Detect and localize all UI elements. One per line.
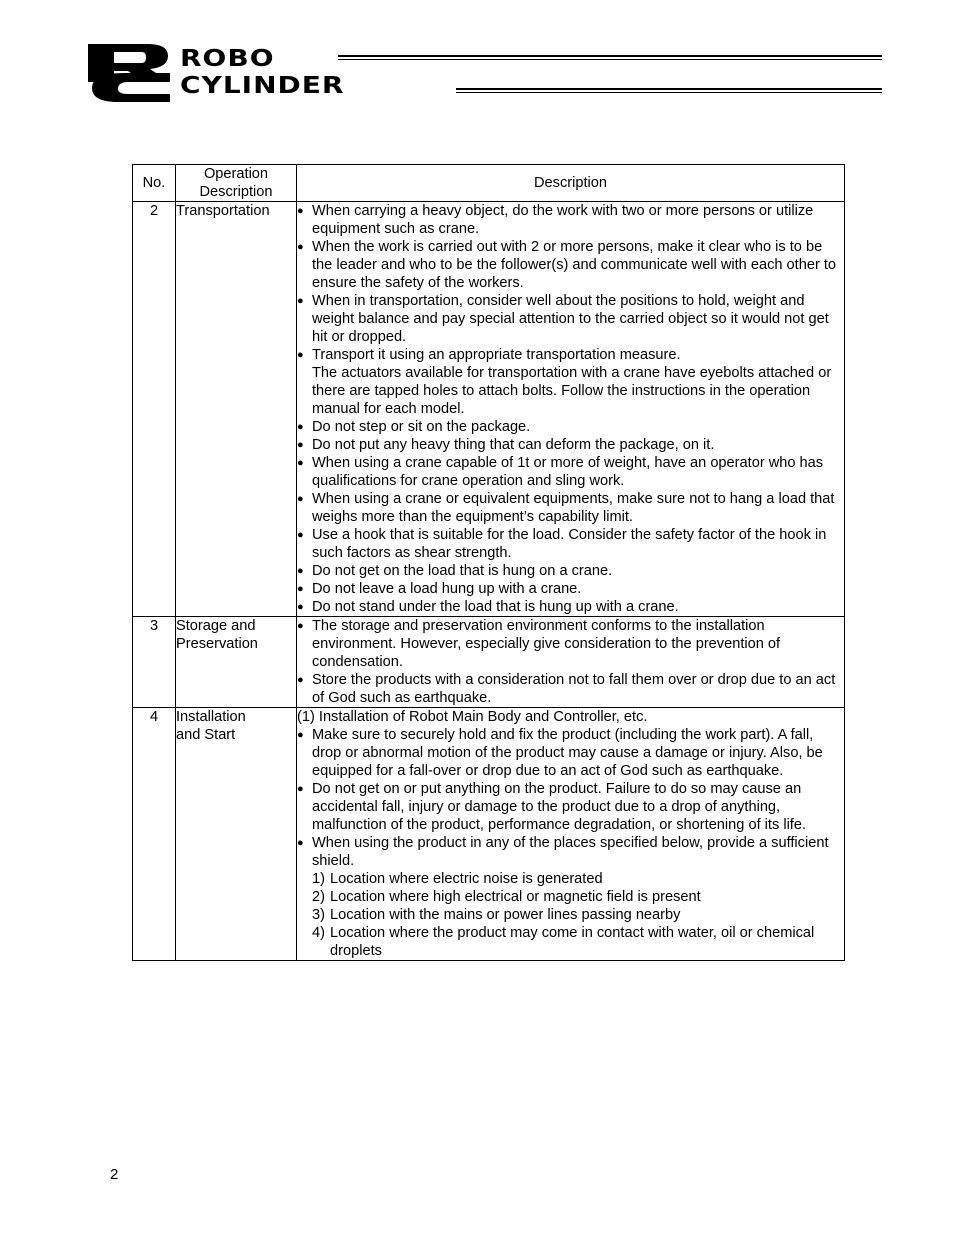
operation-label: Installation — [176, 709, 246, 725]
paragraph-item: The actuators available for transportation with a crane have eyebolts attached or there are tapped holes to attach bolts. Follow the instructions in the operation manual for each model. — [312, 365, 832, 417]
operation-cell — [176, 202, 297, 617]
description-cell — [297, 202, 845, 617]
bullet-item: ● Make sure to securely hold and fix the product (including the work part). A fall, drop or abnormal motion of the product may cause a damage or injury. Also, be equipped for a fall-over or drop due to an act of God such as earthquake. — [297, 726, 844, 780]
table-row — [133, 708, 845, 961]
rc-logo-mark-icon — [88, 42, 172, 102]
header-description: Description — [297, 165, 845, 202]
numbered-item — [297, 924, 844, 960]
robo-cylinder-logo — [88, 42, 882, 102]
bullet-item: ● When the work is carried out with 2 or more persons, make it clear who is to be the leader and who to be the follower(s) and communicate well with each other to ensure the safety of the workers. — [297, 238, 844, 292]
operation-label: Storage and — [176, 618, 256, 634]
bullet-item: ● Do not leave a load hung up with a crane. — [297, 580, 844, 598]
header-operation-line1: Operation — [203, 166, 269, 182]
table-header-row — [133, 165, 845, 202]
bullet-item: ● Use a hook that is suitable for the load. Consider the safety factor of the hook in such factors as shear strength. — [297, 526, 844, 562]
item-text: Location where the product may come in contact with water, oil or chemical droplets — [330, 925, 815, 959]
bullet-item: ● Do not get on the load that is hung on a crane. — [297, 562, 844, 580]
numbered-item — [297, 888, 844, 906]
bullet-item: ● When using a crane or equivalent equipments, make sure not to hang a load that weighs more than the equipment’s capability limit. — [297, 490, 844, 526]
item-text: Location with the mains or power lines passing nearby — [330, 907, 681, 923]
item-text: Location where high electrical or magnetic field is present — [330, 889, 701, 905]
table-row — [133, 202, 845, 617]
item-number: 4) — [312, 925, 325, 941]
item-number: 3) — [312, 907, 325, 923]
numbered-item — [297, 870, 844, 888]
row-number: 2 — [133, 202, 176, 617]
bullet-item: ● Do not step or sit on the package. — [297, 418, 844, 436]
operation-label: Preservation — [176, 636, 258, 652]
item-text: Location where electric noise is generated — [330, 871, 603, 887]
operation-cell — [176, 708, 297, 961]
table-row — [133, 617, 845, 708]
bullet-item: ● Transport it using an appropriate transportation measure. — [297, 346, 844, 364]
bullet-item: ● Do not stand under the load that is hung up with a crane. — [297, 598, 844, 616]
page-number: 2 — [110, 1166, 119, 1183]
operation-cell — [176, 617, 297, 708]
operation-label: Transportation — [176, 203, 270, 219]
bullet-item: ● Store the products with a consideration not to fall them over or drop due to an act of God such as earthquake. — [297, 671, 844, 707]
item-number: 1) — [312, 871, 325, 887]
header-no: No. — [133, 165, 176, 202]
bullet-item: ● The storage and preservation environment conforms to the installation environment. However, especially give consideration to the prevention of condensation. — [297, 617, 844, 671]
bullet-item: ● Do not get on or put anything on the product. Failure to do so may cause an accidental fall, injury or damage to the product due to a drop of anything, malfunction of the product, performance degradation, or shortening of its life. — [297, 780, 844, 834]
header-operation — [176, 165, 297, 202]
brand-line-2: CYLINDER — [180, 71, 345, 99]
operations-table — [132, 164, 845, 961]
operation-label: and Start — [176, 727, 236, 743]
bullet-item: ● When using a crane capable of 1t or more of weight, have an operator who has qualifications for crane operation and sling work. — [297, 454, 844, 490]
header-rule-bottom — [456, 88, 882, 93]
section-heading: (1) Installation of Robot Main Body and Controller, etc. — [297, 709, 648, 725]
bullet-item: ● When carrying a heavy object, do the work with two or more persons or utilize equipment such as crane. — [297, 202, 844, 238]
description-cell — [297, 617, 845, 708]
row-number: 3 — [133, 617, 176, 708]
row-number: 4 — [133, 708, 176, 961]
bullet-item: ● When in transportation, consider well about the positions to hold, weight and weight balance and pay special attention to the carried object so it would not get hit or dropped. — [297, 292, 844, 346]
brand-line-1: ROBO — [180, 44, 275, 72]
bullet-item: ● When using the product in any of the places specified below, provide a sufficient shield. — [297, 834, 844, 870]
header-rule-top — [338, 55, 882, 60]
description-cell — [297, 708, 845, 961]
item-number: 2) — [312, 889, 325, 905]
table-body — [133, 202, 845, 961]
header-operation-line2: Description — [199, 184, 273, 200]
bullet-item: ● Do not put any heavy thing that can deform the package, on it. — [297, 436, 844, 454]
numbered-item — [297, 906, 844, 924]
